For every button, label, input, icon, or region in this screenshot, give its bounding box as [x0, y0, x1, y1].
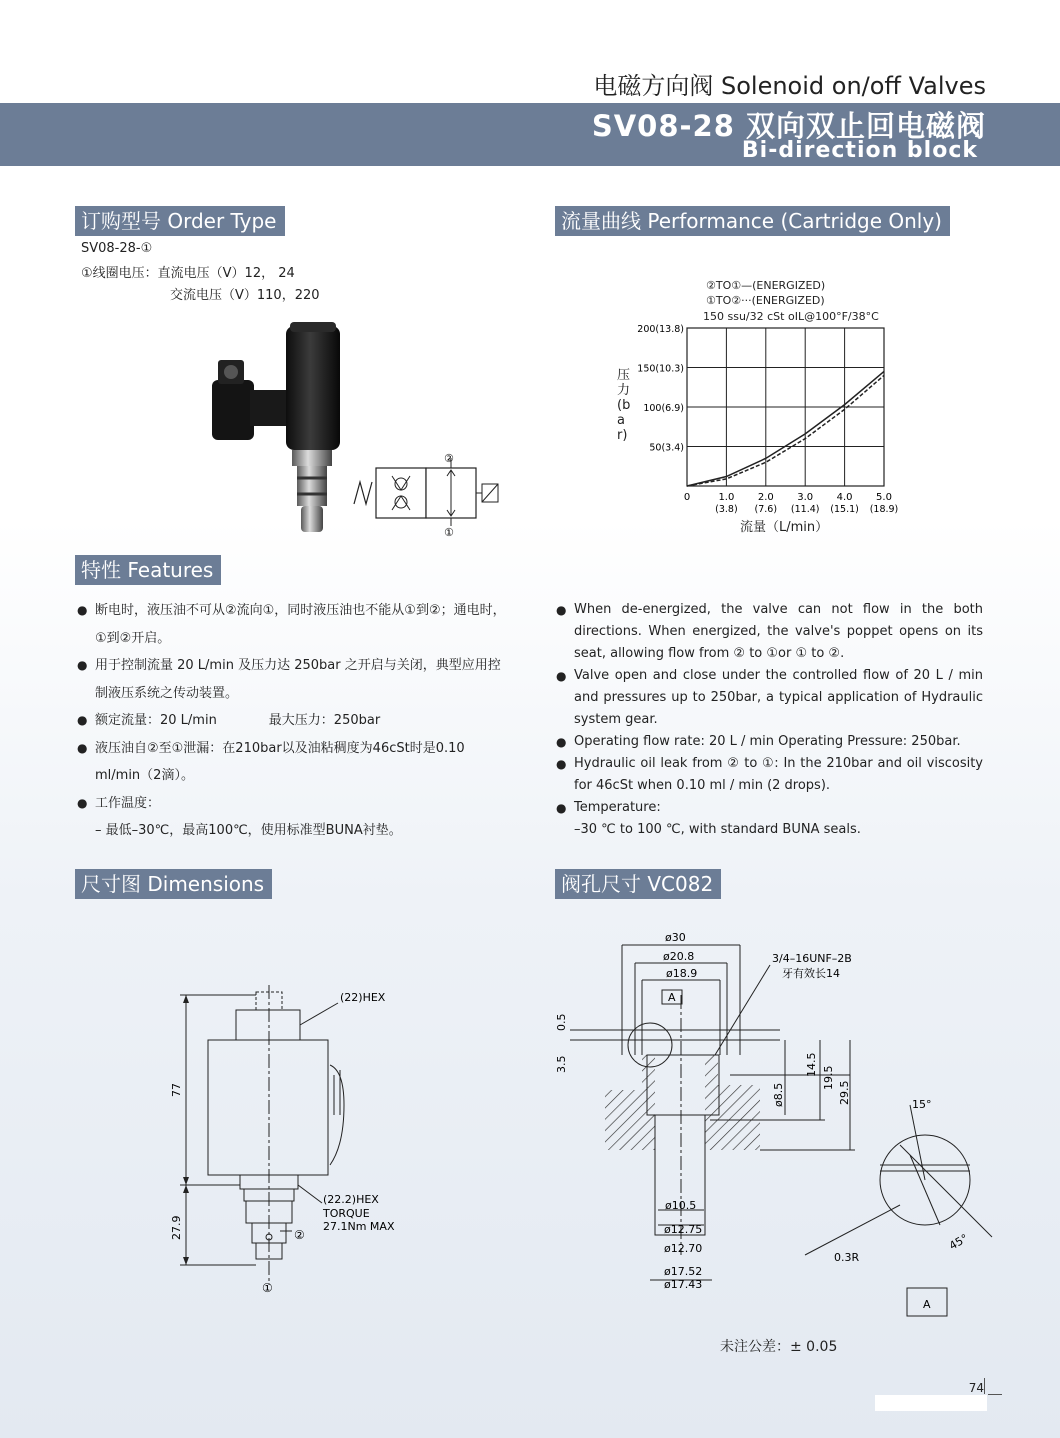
feature-cn-item: ● 液压油自②至①泄漏：在210bar以及油粘稠度为46cSt时是0.10 ml/min（2滴）。 [77, 735, 507, 790]
x-tick-sublabel: (11.4) [790, 504, 820, 515]
cavity-d8-5: ø8.5 [772, 1082, 785, 1107]
cavity-d12-75: ø12.75 [664, 1223, 703, 1236]
cavity-d20-8: ø20.8 [663, 950, 695, 963]
feature-en-item: ● Operating flow rate: 20 L / min Operating Pressure: 250bar. [556, 731, 983, 753]
x-tick-label: 0 [683, 492, 691, 503]
dim-27-9: 27.9 [170, 1215, 183, 1240]
coil-voltage-ac: 交流电压（V）110，220 [170, 288, 320, 303]
cavity-d3-5: 3.5 [555, 1055, 568, 1073]
y-axis-label: 压力(bar) [617, 368, 631, 443]
cavity-drawing [550, 925, 1000, 1325]
dimension-drawing [160, 985, 420, 1300]
feature-en-item: ● Temperature: –30 ℃ to 100 ℃, with standard BUNA seals. [556, 797, 983, 841]
y-tick-label: 100(6.9) [643, 403, 684, 414]
cavity-angle-45: 45° [947, 1231, 971, 1253]
performance-chart [630, 318, 920, 518]
page-divider-h [988, 1394, 1002, 1395]
y-tick-label: 150(10.3) [637, 363, 684, 375]
cavity-d30: ø30 [665, 931, 686, 944]
cavity-d19-5: 19.5 [822, 1065, 835, 1090]
features-cn-list [77, 597, 507, 845]
legend-2-to-1: ②TO①—(ENERGIZED) [706, 279, 826, 292]
cavity-datum-a: A [923, 1298, 931, 1311]
cavity-thread: 3/4–16UNF–2B [772, 952, 852, 965]
hex-top-label: (22)HEX [340, 991, 386, 1004]
symbol-port-1: ① [444, 526, 454, 539]
dim-77: 77 [170, 1083, 183, 1097]
torque-label: TORQUE [323, 1207, 370, 1220]
feature-cn-item: ● 用于控制流量 20 L/min 及压力达 250bar 之开启与关闭，典型应用控制液压系统之传动装置。 [77, 652, 507, 707]
x-tick-sublabel: (15.1) [830, 504, 859, 515]
coil-voltage-dc: ①线圈电压：直流电压（V）12， 24 [81, 266, 295, 281]
model-title: SV08-28 双向双止回电磁阀 [591, 109, 986, 143]
cavity-thread-length: 牙有效长14 [782, 967, 840, 980]
footer-bar [875, 1395, 987, 1411]
feature-en-item: ● Hydraulic oil leak from ② to ①: In the 210bar and oil viscosity for 46cSt when 0.10 ml / min (2 drops). [556, 753, 983, 797]
x-tick-label: 1.0 [718, 492, 735, 503]
features-heading: 特性 Features [75, 555, 221, 585]
x-tick-sublabel: (3.8) [715, 504, 738, 515]
torque-value: 27.1Nm MAX [323, 1220, 395, 1233]
cavity-d17-43: ø17.43 [664, 1278, 703, 1291]
features-en-list [556, 599, 983, 841]
legend-1-to-2: ①TO②···(ENERGIZED) [706, 294, 825, 307]
x-tick-label: 2.0 [757, 492, 774, 503]
dim-port-1: ① [262, 1281, 273, 1295]
cavity-d17-52: ø17.52 [664, 1265, 703, 1278]
x-tick-sublabel: (7.6) [754, 504, 778, 515]
catalog-section-title: 电磁方向阀 Solenoid on/off Valves [593, 72, 986, 100]
x-axis-label: 流量（L/min） [740, 520, 829, 535]
feature-en-item: ● When de-energized, the valve can not flow in the both directions. When energized, the valve's poppet opens on its seat, allowing flow from ② to ①or ① to ②. [556, 599, 983, 665]
tolerance-note: 未注公差：± 0.05 [720, 1339, 838, 1355]
feature-en-item: ● Valve open and close under the controlled flow of 20 L / min and pressures up to 250bar, a typical application of Hydraulic system gear. [556, 665, 983, 731]
dimensions-heading: 尺寸图 Dimensions [75, 869, 272, 899]
test-condition: 150 ssu/32 cSt oIL@100°F/38°C [703, 310, 879, 323]
cavity-angle-15: 15° [912, 1098, 932, 1111]
order-type-heading: 订购型号 Order Type [75, 206, 285, 236]
dim-port-2: ② [294, 1228, 305, 1242]
performance-heading: 流量曲线 Performance (Cartridge Only) [555, 206, 950, 236]
cavity-d10-5: ø10.5 [665, 1199, 697, 1212]
x-tick-sublabel: (18.9) [869, 504, 899, 515]
cavity-d14-5: 14.5 [805, 1052, 818, 1077]
page-number: 74 [968, 1381, 984, 1395]
valve-product-image [200, 318, 360, 538]
feature-cn-item: ● 额定流量：20 L/min 最大压力：250bar [77, 707, 507, 735]
feature-cn-item: ● 断电时，液压油不可从②流向①，同时液压油也不能从①到②；通电时，①到②开启。 [77, 597, 507, 652]
cavity-d18-9: ø18.9 [666, 967, 698, 980]
x-tick-label: 4.0 [836, 492, 853, 503]
cavity-d0-5: 0.5 [555, 1013, 568, 1031]
cavity-radius: 0.3R [834, 1251, 860, 1264]
cavity-d29-5: 29.5 [838, 1080, 851, 1105]
cavity-heading: 阀孔尺寸 VC082 [555, 869, 721, 899]
feature-cn-item: ● 工作温度： – 最低–30℃，最高100℃，使用标准型BUNA衬垫。 [77, 790, 507, 845]
y-tick-label: 50(3.4) [649, 442, 684, 454]
symbol-port-2: ② [444, 452, 454, 465]
hydraulic-symbol [350, 450, 510, 540]
page-divider [984, 1378, 985, 1394]
x-tick-label: 3.0 [797, 492, 814, 503]
hex-bottom-label: (22.2)HEX [323, 1193, 379, 1206]
y-tick-label: 200(13.8) [637, 324, 684, 335]
model-subtitle: Bi-direction block [741, 138, 978, 163]
x-tick-label: 5.0 [876, 492, 892, 503]
cavity-d12-70: ø12.70 [664, 1242, 703, 1255]
order-code: SV08-28-① [81, 241, 153, 256]
cavity-ref-a: A [668, 991, 676, 1004]
